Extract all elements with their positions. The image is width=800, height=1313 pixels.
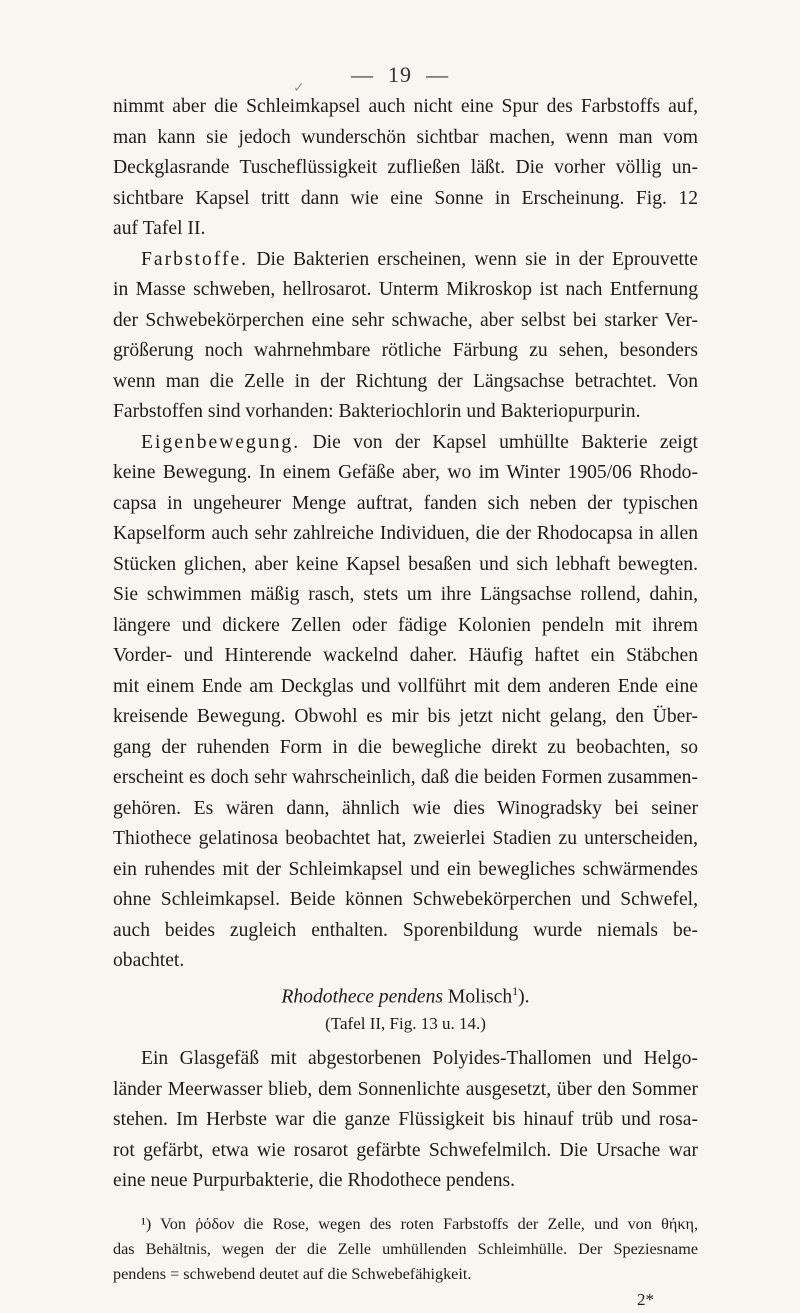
text-line: kreisende Bewegung. Obwohl es mir bis jetzt nicht gelang, den Über- xyxy=(113,706,698,727)
text-line: länder Meerwasser blieb, dem Sonnenlichte ausgesetzt, über den Sommer xyxy=(113,1078,698,1100)
text-line: gang der ruhenden Form in die bewegliche direkt zu beobachten, so xyxy=(113,736,698,758)
text-line: Vorder- und Hinterende wackelnd daher. Häufig haftet ein Stäbchen xyxy=(113,645,698,666)
text-line: auch beides zugleich enthalten. Sporenbildung wurde niemals be- xyxy=(113,919,698,941)
text-line: größerung noch wahrnehmbare rötliche Färbung zu sehen, besonders xyxy=(113,340,698,361)
signature-mark: 2* xyxy=(637,1290,654,1309)
footnote xyxy=(113,1212,698,1287)
text-line: mit einem Ende am Deckglas und vollführt mit dem anderen Ende eine xyxy=(113,675,698,697)
text-line: Farbstoffen sind vorhanden: Bakteriochlorin und Bakteriopurpurin. xyxy=(113,401,641,422)
text-run: Die Bakterien erscheinen, wenn sie in der Eprouvette xyxy=(248,248,698,270)
text-line: ein ruhendes mit der Schleimkapsel und ein bewegliches schwärmendes xyxy=(113,858,698,880)
text-line: eine neue Purpurbakterie, die Rhodothece pendens. xyxy=(113,1170,516,1191)
section-subtitle: (Tafel II, Fig. 13 u. 14.) xyxy=(325,1014,486,1033)
text-line: längere und dickere Zellen oder fädige Kolonien pendeln mit ihrem xyxy=(113,614,698,636)
section-title xyxy=(113,976,698,1007)
header-dash-right: — xyxy=(426,62,449,87)
text-line: Sie schwimmen mäßig rasch, stets um ihre Längsachse rollend, dahin, xyxy=(113,584,698,605)
text-line: sichtbare Kapsel tritt dann wie eine Sonne in Erscheinung. Fig. 12 xyxy=(113,187,698,209)
footnote-line: das Behältnis, wegen der die Zelle umhüllenden Schleimhülle. Der Speziesname xyxy=(113,1240,698,1258)
paragraph-1 xyxy=(113,92,698,245)
paragraph-eigenbewegung xyxy=(113,428,698,977)
section-title-block xyxy=(113,976,698,1007)
page-header xyxy=(0,62,800,88)
text-run: Die von der Kapsel umhüllte Bakterie zeigt xyxy=(300,431,698,453)
text-line: stehen. Im Herbste war die ganze Flüssigkeit bis hinauf trüb und rosa- xyxy=(113,1109,698,1130)
text-line xyxy=(113,428,698,459)
text-line: in Masse schweben, hellrosarot. Unterm Mikroskop ist nach Entfernung xyxy=(113,279,698,300)
text-line: Thiothece gelatinosa beobachtet hat, zweierlei Stadien zu unterscheiden, xyxy=(113,828,698,849)
text-line: Kapselform auch sehr zahlreiche Individuen, die der Rhodocapsa in allen xyxy=(113,523,698,544)
text-line: rot gefärbt, etwa wie rosarot gefärbte Schwefelmilch. Die Ursache war xyxy=(113,1139,698,1161)
text-line: nimmt aber die Schleimkapsel auch nicht eine Spur des Farbstoffs auf, xyxy=(113,96,698,117)
text-line: der Schwebekörperchen eine sehr schwache, aber selbst bei starker Ver- xyxy=(113,309,698,331)
text-line: ohne Schleimkapsel. Beide können Schwebekörperchen und Schwefel, xyxy=(113,889,698,910)
text-line: obachtet. xyxy=(113,950,185,971)
text-line: wenn man die Zelle in der Richtung der Längsachse betrachtet. Von xyxy=(113,370,698,392)
footnote-line: ¹) Von ῥόδον die Rose, wegen des roten Farbstoffs der Zelle, und von θήκη, xyxy=(141,1215,698,1233)
title-close: ). xyxy=(518,986,530,1008)
header-dash-left: — xyxy=(351,62,374,87)
text-line: auf Tafel II. xyxy=(113,218,206,239)
text-line: gehören. Es wären dann, ähnlich wie dies Winogradsky bei seiner xyxy=(113,797,698,819)
text-line: Deckglasrande Tuscheflüssigkeit zufließen läßt. Die vorher völlig un- xyxy=(113,157,698,178)
section-head-farbstoffe: Farbstoffe. xyxy=(141,248,249,270)
footnote-line: pendens = schwebend deutet auf die Schwebefähigkeit. xyxy=(113,1265,472,1283)
text-line: keine Bewegung. In einem Gefäße aber, wo im Winter 1905/06 Rhodo- xyxy=(113,462,698,483)
text-line: Ein Glasgefäß mit abgestorbenen Polyides-Thallomen und Helgo- xyxy=(141,1048,698,1069)
author: Molisch xyxy=(443,986,513,1008)
footnote-ref: 1 xyxy=(512,984,519,998)
pencil-mark: ✓ xyxy=(293,81,305,96)
paragraph-farbstoffe xyxy=(113,245,698,428)
text-line: capsa in ungeheurer Menge auftrat, fanden sich neben der typischen xyxy=(113,492,698,514)
paragraph-rhodothece xyxy=(113,1044,698,1197)
section-subtitle-block xyxy=(113,1009,698,1040)
species-name: Rhodothece pendens xyxy=(281,986,444,1008)
text-line: Stücken glichen, aber keine Kapsel besaßen und sich lebhaft bewegten. xyxy=(113,553,698,575)
page-number: 19 xyxy=(388,62,412,87)
text-line: erscheint es doch sehr wahrscheinlich, daß die beiden Formen zusammen- xyxy=(113,767,698,788)
text-line xyxy=(113,245,698,276)
section-head-eigenbewegung: Eigenbewegung. xyxy=(141,431,301,453)
text-line: man kann sie jedoch wunderschön sichtbar machen, wenn man vom xyxy=(113,126,698,148)
